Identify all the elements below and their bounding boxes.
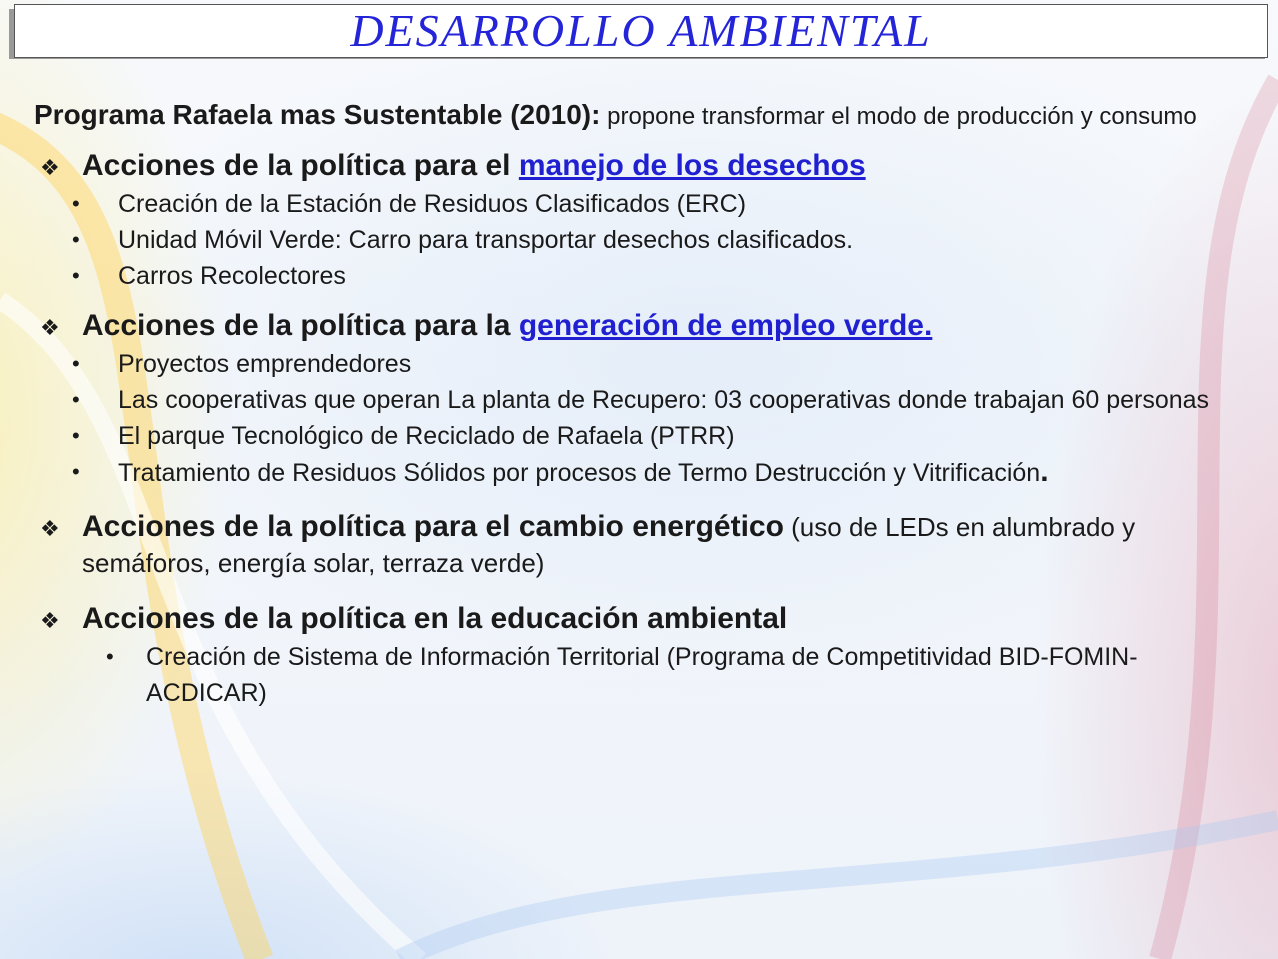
list-item: • El parque Tecnológico de Reciclado de Rafaela (PTRR)	[34, 418, 1254, 454]
section-waste-management	[34, 148, 1254, 294]
list-item: • Creación de la Estación de Residuos Clasificados (ERC)	[34, 186, 1254, 222]
list-item-text: Tratamiento de Residuos Sólidos por procesos de Termo Destrucción y Vitrificación	[118, 459, 1041, 487]
section-heading	[34, 601, 1254, 637]
heading-underlined: generación de empleo verde.	[518, 309, 933, 342]
intro-bold: Programa Rafaela mas Sustentable (2010):	[34, 99, 601, 130]
list-item: • Creación de Sistema de Información Territorial (Programa de Competitividad BID-FOMIN-ACDICAR)	[34, 639, 1254, 711]
title-banner	[14, 4, 1268, 58]
section-green-employment	[34, 308, 1254, 491]
list-item: • Carros Recolectores	[34, 258, 1254, 294]
bullet-list	[34, 186, 1254, 294]
section-energy-change	[34, 509, 1254, 581]
bullet-list	[34, 346, 1254, 491]
section-heading	[34, 148, 1254, 184]
slide-content	[34, 96, 1254, 711]
list-item: • Las cooperativas que operan La planta de Recupero: 03 cooperativas donde trabajan 60 personas	[34, 382, 1254, 418]
heading-normal: (uso de LEDs en alumbrado y semáforos, energía solar, terraza verde)	[82, 512, 1136, 578]
section-heading	[34, 308, 1254, 344]
heading-underlined: manejo de los desechos	[518, 149, 866, 182]
intro-paragraph	[34, 96, 1254, 136]
bullet-list	[34, 639, 1254, 711]
list-item: • Unidad Móvil Verde: Carro para transportar desechos clasificados.	[34, 222, 1254, 258]
page-title: DESARROLLO AMBIENTAL	[350, 5, 932, 56]
heading-bold: Acciones de la política para el cambio energético	[82, 510, 784, 543]
list-item	[34, 454, 1254, 491]
heading-prefix: Acciones de la política para la	[82, 309, 519, 342]
heading-prefix: Acciones de la política para el	[82, 149, 519, 182]
section-environmental-education	[34, 601, 1254, 711]
list-item: • Proyectos emprendedores	[34, 346, 1254, 382]
diamond-bullet-icon: ❖	[40, 516, 60, 541]
diamond-bullet-icon: ❖	[40, 608, 60, 633]
list-item-tail: .	[1040, 455, 1049, 488]
diamond-bullet-icon: ❖	[40, 315, 60, 340]
diamond-bullet-icon: ❖	[40, 155, 60, 180]
intro-text: propone transformar el modo de producción y consumo	[600, 103, 1197, 130]
heading-bold: Acciones de la política en la educación ambiental	[82, 602, 788, 635]
section-heading	[34, 509, 1254, 581]
